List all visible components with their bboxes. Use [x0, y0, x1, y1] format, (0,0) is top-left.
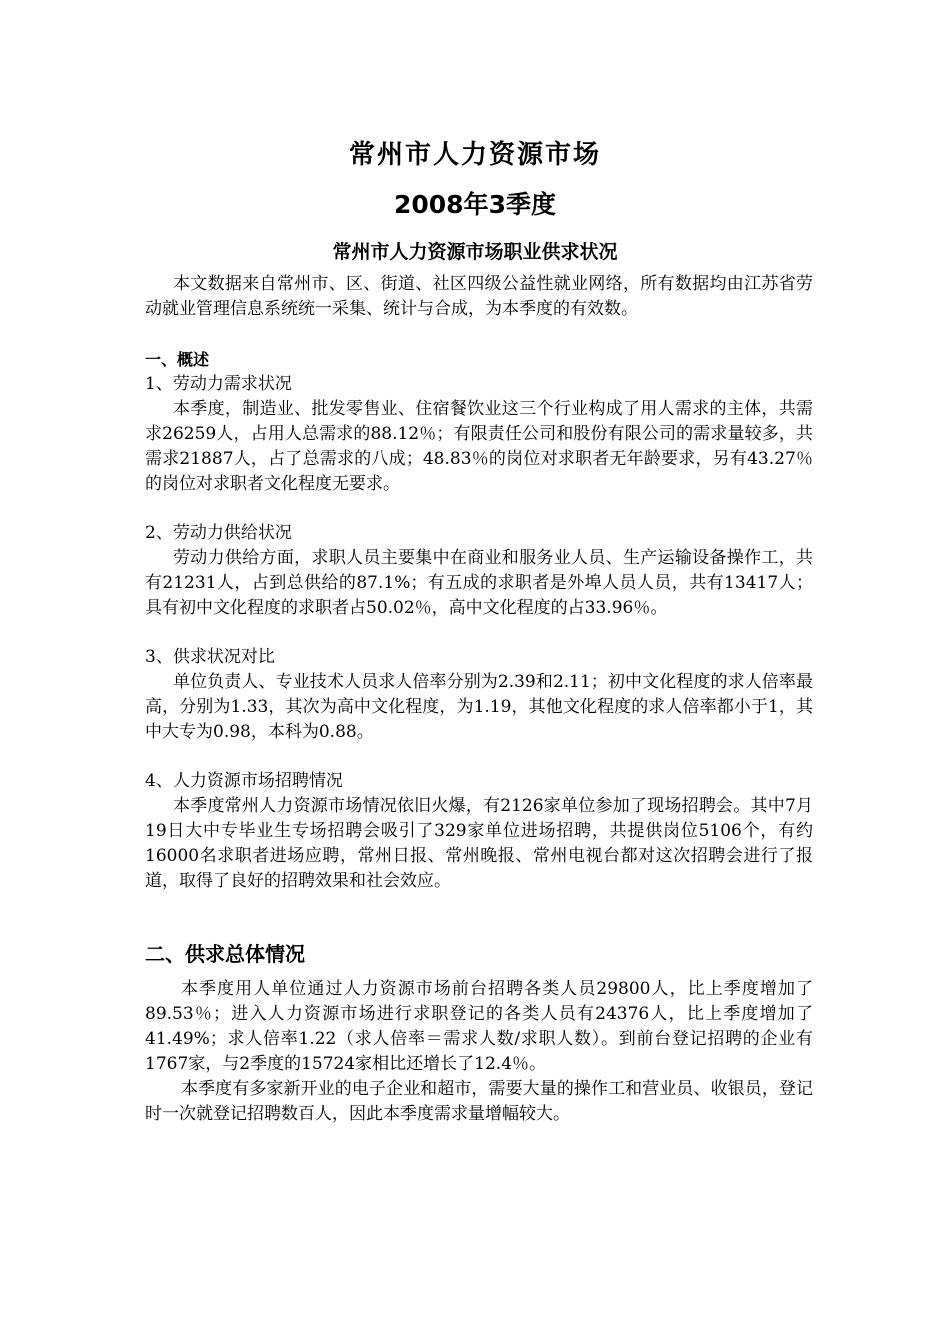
item4-heading: 4、人力资源市场招聘情况 — [145, 771, 343, 791]
document-period: 2008年3季度 — [394, 190, 556, 219]
section2-paragraph-2: 本季度有多家新开业的电子企业和超市，需要大量的操作工和营业员、收银员，登记时一次就登记招聘数百人，因此本季度需求量增幅较大。 — [145, 1079, 813, 1124]
section2-heading: 二、供求总体情况 — [145, 942, 305, 966]
section2-paragraph-1: 本季度用人单位通过人力资源市场前台招聘各类人员29800人，比上季度增加了89.53％；进入人力资源市场进行求职登记的各类人员有24376人，比上季度增加了41.49%；求人倍率1.22（求人倍率＝需求人数/求职人数）。到前台登记招聘的企业有1767家，与2季度的15724家相比还增长了12.4％。 — [145, 979, 813, 1074]
document-subtitle: 常州市人力资源市场职业供求状况 — [332, 241, 618, 263]
spacer — [145, 621, 813, 645]
item2-paragraph: 劳动力供给方面，求职人员主要集中在商业和服务业人员、生产运输设备操作工，共有21231人，占到总供给的87.1%；有五成的求职者是外埠人员人员，共有13417人；具有初中文化程度的求职者占50.02％，高中文化程度的占33.96％。 — [145, 548, 813, 618]
spacer — [145, 894, 813, 942]
spacer — [145, 745, 813, 769]
spacer — [145, 497, 813, 521]
item2-heading: 2、劳动力供给状况 — [145, 523, 292, 543]
item1-paragraph: 本季度，制造业、批发零售业、住宿餐饮业这三个行业构成了用人需求的主体，共需求26259人，占用人总需求的88.12％；有限责任公司和股份有限公司的需求量较多，共需求21887人，占了总需求的八成；48.83％的岗位对求职者无年龄要求，另有43.27％的岗位对求职者文化程度无要求。 — [145, 399, 813, 494]
document-title: 常州市人力资源市场 — [348, 140, 601, 170]
item3-paragraph: 单位负责人、专业技术人员求人倍率分别为2.39和2.11；初中文化程度的求人倍率最高，分别为1.33，其次为高中文化程度，为1.19，其他文化程度的求人倍率都小于1，其中大专为0.98，本科为0.88。 — [145, 672, 813, 742]
document-body — [145, 272, 813, 1127]
section1-heading: 一、概述 — [145, 350, 210, 369]
item4-paragraph: 本季度常州人力资源市场情况依旧火爆，有2126家单位参加了现场招聘会。其中7月19日大中专毕业生专场招聘会吸引了329家单位进场招聘，共提供岗位5106个，有约16000名求职者进场应聘，常州日报、常州晚报、常州电视台都对这次招聘会进行了报道，取得了良好的招聘效果和社会效应。 — [145, 796, 813, 891]
item3-heading: 3、供求状况对比 — [145, 647, 275, 667]
spacer — [145, 322, 813, 347]
item1-heading: 1、劳动力需求状况 — [145, 374, 292, 394]
intro-paragraph: 本文数据来自常州市、区、街道、社区四级公益性就业网络，所有数据均由江苏省劳动就业管理信息系统统一采集、统计与合成，为本季度的有效数。 — [145, 274, 813, 319]
